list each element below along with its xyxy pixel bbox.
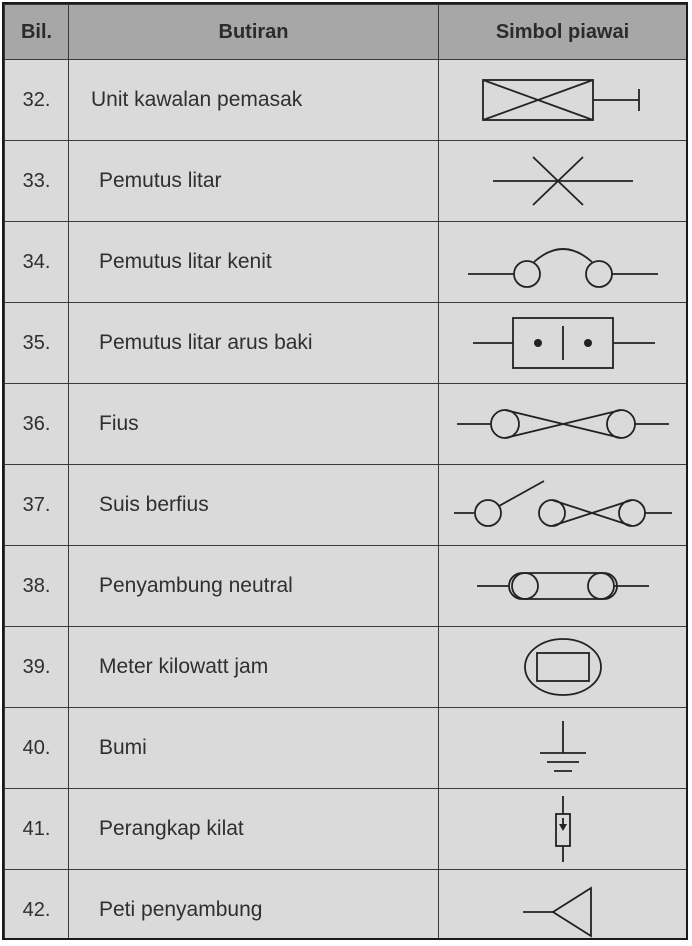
row-number: 39.	[5, 627, 69, 708]
row-number: 33.	[5, 141, 69, 222]
lightning-arrester-symbol-icon	[533, 794, 593, 864]
table-row	[5, 789, 687, 870]
table-row	[5, 708, 687, 789]
electrical-symbols-table	[4, 4, 687, 940]
row-item: Penyambung neutral	[69, 546, 439, 627]
row-item: Pemutus litar arus baki	[69, 303, 439, 384]
header-number: Bil.	[5, 5, 69, 60]
row-item: Suis berfius	[69, 465, 439, 546]
fused-switch-symbol-icon	[452, 477, 674, 533]
row-item: Peti penyambung	[69, 870, 439, 941]
table-row	[5, 546, 687, 627]
miniature-circuit-breaker-symbol-icon	[458, 234, 668, 290]
header-symbol: Simbol piawai	[439, 5, 687, 60]
row-number: 41.	[5, 789, 69, 870]
row-number: 38.	[5, 546, 69, 627]
table-row	[5, 222, 687, 303]
row-item: Bumi	[69, 708, 439, 789]
row-number: 34.	[5, 222, 69, 303]
row-item: Meter kilowatt jam	[69, 627, 439, 708]
row-item: Perangkap kilat	[69, 789, 439, 870]
residual-current-breaker-symbol-icon	[463, 312, 663, 374]
neutral-link-symbol-icon	[473, 562, 653, 610]
row-item: Fius	[69, 384, 439, 465]
symbols-table-page	[2, 2, 688, 940]
row-number: 36.	[5, 384, 69, 465]
circuit-breaker-symbol-icon	[473, 153, 653, 209]
header-item: Butiran	[69, 5, 439, 60]
row-number: 37.	[5, 465, 69, 546]
table-header-row	[5, 5, 687, 60]
table-row	[5, 303, 687, 384]
kilowatt-hour-meter-symbol-icon	[518, 636, 608, 698]
table-row	[5, 60, 687, 141]
table-row	[5, 384, 687, 465]
cooker-control-unit-symbol-icon	[473, 75, 653, 125]
row-item: Unit kawalan pemasak	[69, 60, 439, 141]
row-number: 42.	[5, 870, 69, 941]
table-row	[5, 627, 687, 708]
row-number: 35.	[5, 303, 69, 384]
row-item: Pemutus litar kenit	[69, 222, 439, 303]
table-row	[5, 141, 687, 222]
row-number: 32.	[5, 60, 69, 141]
table-row	[5, 465, 687, 546]
table-row	[5, 870, 687, 941]
fuse-symbol-icon	[453, 399, 673, 449]
row-item: Pemutus litar	[69, 141, 439, 222]
row-number: 40.	[5, 708, 69, 789]
earth-symbol-icon	[518, 717, 608, 779]
junction-box-symbol-icon	[503, 882, 623, 938]
